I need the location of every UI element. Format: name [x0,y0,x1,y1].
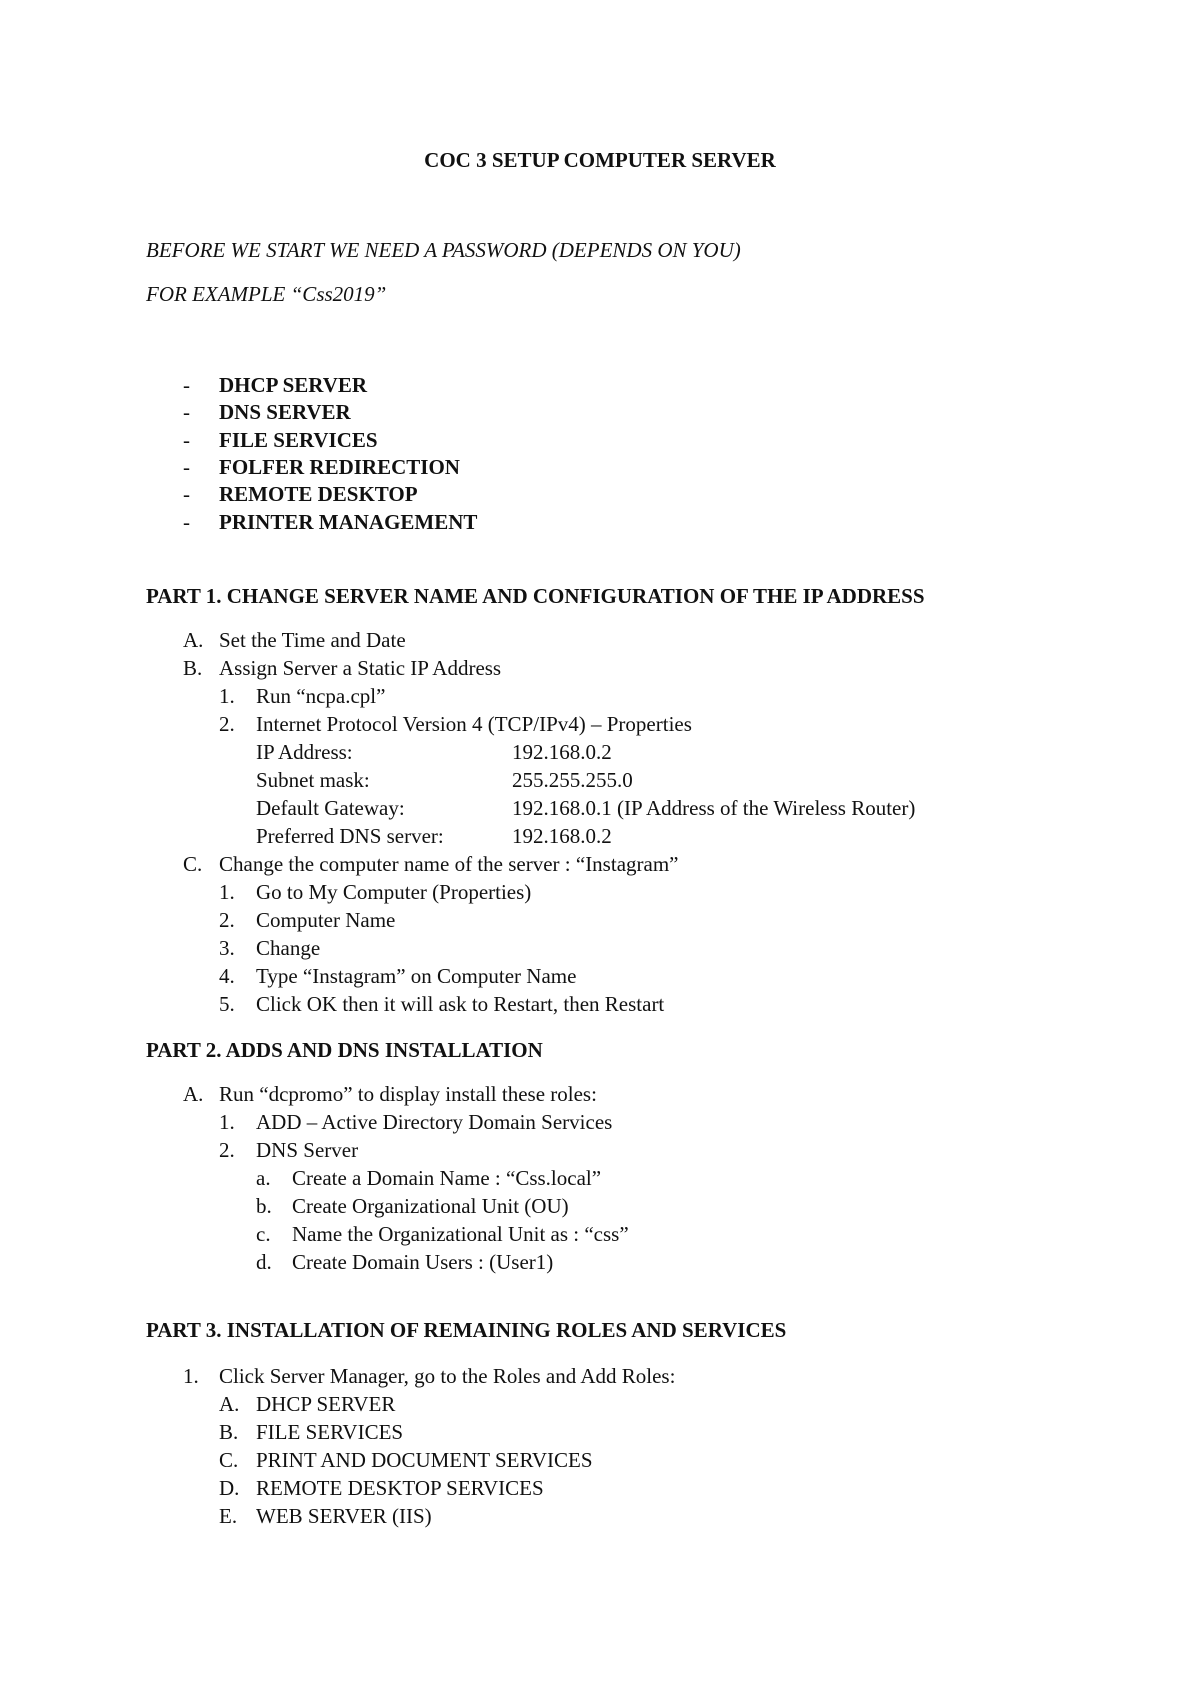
list-marker: C. [183,852,203,876]
list-marker: 1. [219,1110,235,1134]
list-item: FILE SERVICES [256,1420,404,1444]
ip-config-value: 255.255.255.0 [512,768,633,792]
list-item: Go to My Computer (Properties) [256,880,532,904]
list-marker: 3. [219,936,235,960]
list-marker: a. [256,1166,271,1190]
list-marker: D. [219,1476,240,1500]
intro-password-note: BEFORE WE START WE NEED A PASSWORD (DEPENDS ON YOU) [146,238,741,262]
service-item: DHCP SERVER [219,373,368,397]
list-marker: B. [219,1420,239,1444]
list-item: Create Domain Users : (User1) [292,1250,554,1274]
ip-config-label: Preferred DNS server: [256,824,444,848]
list-bullet: - [183,400,190,424]
list-item: Computer Name [256,908,396,932]
list-item: Create Organizational Unit (OU) [292,1194,569,1218]
list-item: Create a Domain Name : “Css.local” [292,1166,602,1190]
service-item: FOLFER REDIRECTION [219,455,460,479]
intro-password-example: FOR EXAMPLE “Css2019” [146,282,387,306]
service-item: FILE SERVICES [219,428,378,452]
list-item: Change [256,936,321,960]
ip-config-label: Subnet mask: [256,768,370,792]
list-item: Internet Protocol Version 4 (TCP/IPv4) – Properties [256,712,692,736]
list-marker: 4. [219,964,235,988]
document-title: COC 3 SETUP COMPUTER SERVER [424,148,776,172]
service-item: DNS SERVER [219,400,351,424]
list-item: PRINT AND DOCUMENT SERVICES [256,1448,593,1472]
list-item: Click OK then it will ask to Restart, then Restart [256,992,665,1016]
part3-heading: PART 3. INSTALLATION OF REMAINING ROLES AND SERVICES [146,1318,787,1342]
part1-heading: PART 1. CHANGE SERVER NAME AND CONFIGURATION OF THE IP ADDRESS [146,584,925,608]
list-bullet: - [183,373,190,397]
list-bullet: - [183,428,190,452]
list-item: Assign Server a Static IP Address [219,656,502,680]
ip-config-value: 192.168.0.2 [512,740,612,764]
list-item: DNS Server [256,1138,359,1162]
list-marker: c. [256,1222,271,1246]
list-marker: d. [256,1250,272,1274]
list-bullet: - [183,482,190,506]
list-marker: E. [219,1504,238,1528]
part2-heading: PART 2. ADDS AND DNS INSTALLATION [146,1038,543,1062]
list-marker: A. [183,628,204,652]
ip-config-value: 192.168.0.1 (IP Address of the Wireless Router) [512,796,916,820]
service-item: REMOTE DESKTOP [219,482,418,506]
list-bullet: - [183,510,190,534]
ip-config-value: 192.168.0.2 [512,824,612,848]
list-item: Change the computer name of the server : “Instagram” [219,852,679,876]
list-item: REMOTE DESKTOP SERVICES [256,1476,544,1500]
ip-config-label: Default Gateway: [256,796,405,820]
list-item: Click Server Manager, go to the Roles and Add Roles: [219,1364,676,1388]
list-marker: b. [256,1194,272,1218]
list-marker: 2. [219,908,235,932]
list-marker: 2. [219,712,235,736]
list-marker: C. [219,1448,239,1472]
service-item: PRINTER MANAGEMENT [219,510,478,534]
list-bullet: - [183,455,190,479]
list-marker: 2. [219,1138,235,1162]
list-marker: 1. [219,684,235,708]
list-item: Run “ncpa.cpl” [256,684,386,708]
list-marker: A. [219,1392,240,1416]
list-item: Set the Time and Date [219,628,406,652]
list-marker: 5. [219,992,235,1016]
list-marker: B. [183,656,203,680]
ip-config-label: IP Address: [256,740,353,764]
list-marker: 1. [183,1364,199,1388]
list-item: ADD – Active Directory Domain Services [256,1110,613,1134]
list-item: Type “Instagram” on Computer Name [256,964,577,988]
list-marker: A. [183,1082,204,1106]
list-item: DHCP SERVER [256,1392,396,1416]
list-marker: 1. [219,880,235,904]
list-item: WEB SERVER (IIS) [256,1504,432,1528]
list-item: Name the Organizational Unit as : “css” [292,1222,629,1246]
list-item: Run “dcpromo” to display install these roles: [219,1082,597,1106]
